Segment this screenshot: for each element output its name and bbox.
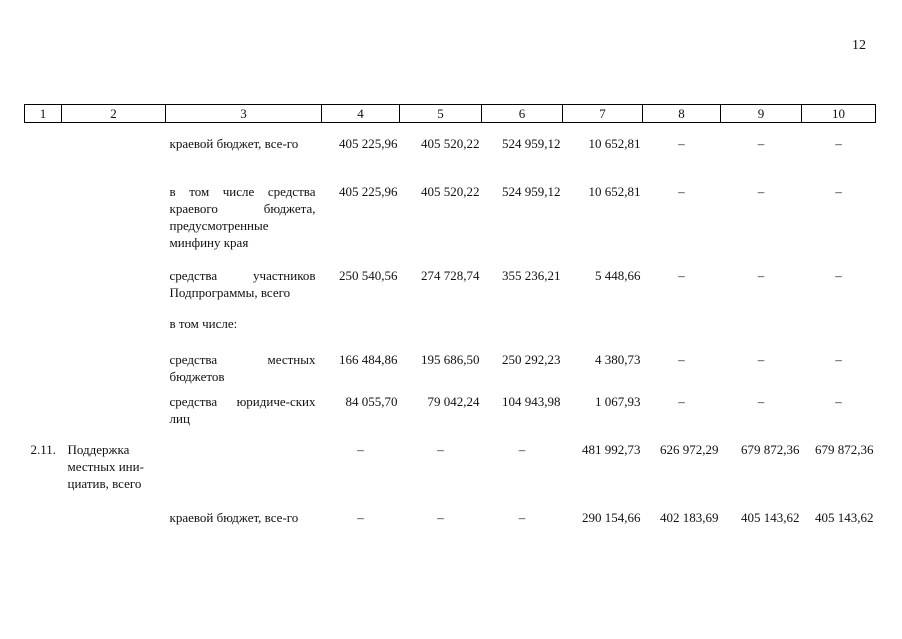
value-col-5: 274 728,74 [421,268,480,283]
row-description: краевой бюджет, все-го [169,510,299,525]
value-col-9: – [757,268,765,283]
value-col-8: – [678,352,685,367]
value-col-4: 84 055,70 [345,394,398,409]
value-col-6: 524 959,12 [502,184,561,199]
value-col-10 [802,307,876,343]
table-row [25,307,876,343]
row-code [25,385,62,433]
value-col-8 [643,307,721,343]
value-col-10: – [835,184,842,199]
value-col-10: – [835,136,842,151]
value-col-10: 405 143,62 [815,510,874,525]
table-header [25,105,876,123]
row-description: средства юридиче-ских лиц [169,394,316,426]
row-name [62,307,166,343]
header-cell-8: 8 [643,105,721,123]
header-cell-6: 6 [482,105,563,123]
row-code [25,343,62,385]
header-cell-4: 4 [322,105,400,123]
header-cell-9: 9 [721,105,802,123]
value-col-4: 405 225,96 [339,184,398,199]
value-col-5: 405 520,22 [421,136,480,151]
table-row [25,259,876,307]
value-col-7: 10 652,81 [588,136,641,151]
value-col-8: – [678,184,685,199]
budget-table [24,104,876,543]
value-col-4: – [357,442,364,457]
value-col-6: 250 292,23 [502,352,561,367]
value-col-4: 405 225,96 [339,136,398,151]
header-cell-7: 7 [563,105,643,123]
value-col-5: – [437,510,444,525]
row-description: в том числе: [169,316,238,331]
value-col-6: 355 236,21 [502,268,561,283]
value-col-5 [400,307,482,343]
row-name [62,343,166,385]
page-number: 12 [852,38,866,53]
value-col-10: – [835,352,842,367]
table-row [25,123,876,176]
value-col-8: 402 183,69 [660,510,719,525]
value-col-9: – [757,394,765,409]
value-col-8: – [678,136,685,151]
row-name [62,175,166,259]
value-col-6: – [518,510,526,525]
table-row [25,501,876,543]
row-name [62,385,166,433]
value-col-7: 10 652,81 [588,184,641,199]
row-code [25,307,62,343]
value-col-9: 405 143,62 [741,510,800,525]
value-col-9: – [757,352,765,367]
value-col-8: – [678,268,685,283]
value-col-7 [563,307,643,343]
value-col-4: – [357,510,364,525]
value-col-10: – [835,268,842,283]
header-cell-1: 1 [25,105,62,123]
value-col-7: 481 992,73 [582,442,641,457]
value-col-6: 104 943,98 [502,394,561,409]
value-col-6: 524 959,12 [502,136,561,151]
table-row [25,175,876,259]
header-cell-5: 5 [400,105,482,123]
value-col-4 [322,307,400,343]
row-description: в том числе средства краевого бюджета, предусмотренные минфину края [169,184,316,250]
table-row [25,385,876,433]
table-row [25,433,876,501]
value-col-8: 626 972,29 [660,442,719,457]
row-code [25,259,62,307]
value-col-9: – [757,184,765,199]
value-col-4: 250 540,56 [339,268,398,283]
header-cell-3: 3 [166,105,322,123]
row-description: средства местных бюджетов [169,352,316,384]
value-col-7: 5 448,66 [595,268,641,283]
value-col-7: 290 154,66 [582,510,641,525]
value-col-10: 679 872,36 [815,442,874,457]
row-code: 2.11. [30,442,57,457]
row-code [25,175,62,259]
value-col-9: – [757,136,765,151]
row-description: краевой бюджет, все-го [169,136,299,151]
row-code [25,501,62,543]
value-col-9 [721,307,802,343]
header-cell-10: 10 [802,105,876,123]
row-description: средства участников Подпрограммы, всего [169,268,316,300]
row-name: Поддержка местных ини-циатив, всего [67,442,144,491]
value-col-9: 679 872,36 [741,442,800,457]
value-col-6: – [518,442,526,457]
row-description [166,433,322,501]
row-code [25,123,62,176]
value-col-4: 166 484,86 [339,352,398,367]
row-name [62,501,166,543]
row-name [62,123,166,176]
header-cell-2: 2 [62,105,166,123]
value-col-7: 1 067,93 [595,394,641,409]
value-col-8: – [678,394,685,409]
value-col-5: 195 686,50 [421,352,480,367]
value-col-5: 79 042,24 [427,394,480,409]
value-col-10: – [835,394,842,409]
value-col-5: – [437,442,444,457]
row-name [62,259,166,307]
table-row [25,343,876,385]
value-col-7: 4 380,73 [595,352,641,367]
value-col-6 [482,307,563,343]
value-col-5: 405 520,22 [421,184,480,199]
